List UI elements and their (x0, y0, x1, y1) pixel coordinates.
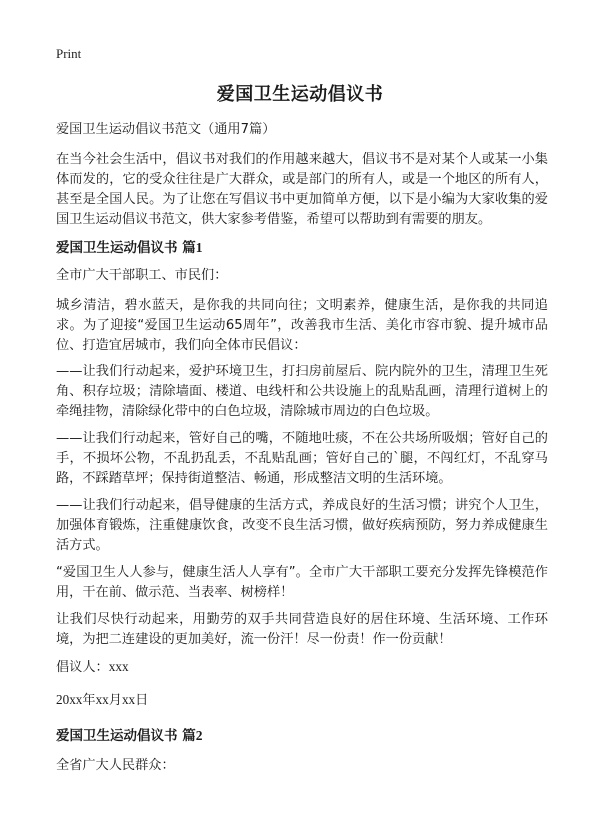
section-1-paragraph: 城乡清洁，碧水蓝天，是你我的共同向往；文明素养，健康生活，是你我的共同追求。为了迎接“爱国卫生运动65周年”，改善我市生活、美化市容市貌、提升城市品位、打造宜居城市，我们向全体市民倡议： (56, 298, 548, 353)
section-2-heading-text: 爱国卫生运动倡议书 篇 (56, 728, 196, 744)
section-1-paragraph: ——让我们行动起来，爱护环境卫生，打扫房前屋后、院内院外的卫生，清理卫生死角、积存垃圾；清除墙面、楼道、电线杆和公共设施上的乱贴乱画，清理行道树上的牵绳挂物，清除绿化带中的白色垃圾，清除城市周边的白色垃圾。 (56, 364, 548, 419)
date-day: xx (121, 692, 136, 707)
page-title: 爱国卫生运动倡议书 (216, 84, 384, 105)
section-1-paragraph: “爱国卫生人人参与，健康生活人人享有”。全市广大干部职工要充分发挥先锋模范作用，干在前、做示范、当表率、树榜样！ (56, 565, 548, 600)
subtitle: 爱国卫生运动倡议书范文（通用7篇） (56, 122, 276, 137)
intro-paragraph: 在当今社会生活中，倡议书对我们的作用越来越大，倡议书不是对某个人或某一小集体而发的，它的受众往往是广大群众，或是部门的所有人，或是一个地区的所有人，甚至是全国人民。为了让您在写倡议书中更加简单方便，以下是小编为大家收集的爱国卫生运动倡议书范文，供大家参考借鉴，希望可以帮助到有需要的朋友。 (56, 152, 548, 227)
section-1-heading-number: 1 (195, 240, 203, 255)
date-year: 20xx (56, 692, 83, 707)
section-1-paragraph: 让我们尽快行动起来，用勤劳的双手共同营造良好的居住环境、生活环境、工作环境，为把二连建设的更加美好，流一份汗！尽一份责！作一份贡献！ (56, 612, 548, 647)
date-line (56, 690, 548, 711)
date-month: xx (95, 692, 109, 707)
section-1-heading (56, 236, 202, 256)
signer-line (56, 657, 548, 678)
signer-label: 倡议人： (56, 660, 109, 675)
section-2-heading (56, 724, 202, 744)
date-day-unit: 日 (135, 693, 149, 708)
date-year-unit: 年 (82, 693, 96, 708)
section-1-paragraph: ——让我们行动起来，倡导健康的生活方式，养成良好的生活习惯；讲究个人卫生，加强体育锻炼，注重健康饮食，改变不良生活习惯，做好疾病预防，努力养成健康生活方式。 (56, 498, 548, 553)
section-1-heading-text: 爱国卫生运动倡议书 篇 (56, 240, 196, 256)
section-2-heading-number: 2 (195, 728, 203, 743)
section-1-paragraph: ——让我们行动起来，管好自己的嘴，不随地吐痰，不在公共场所吸烟；管好自己的手，不损坏公物，不乱扔乱丢，不乱贴乱画；管好自己的`腿，不闯红灯，不乱穿马路，不踩踏草坪；保持街道整洁、畅通，形成整洁文明的生活环境。 (56, 431, 548, 486)
section-1-salutation: 全市广大干部职工、市民们： (56, 268, 228, 283)
signer-value: xxx (108, 659, 129, 674)
print-link[interactable]: Print (56, 46, 82, 61)
section-2-salutation: 全省广大人民群众： (56, 758, 175, 773)
date-month-unit: 月 (108, 693, 122, 708)
